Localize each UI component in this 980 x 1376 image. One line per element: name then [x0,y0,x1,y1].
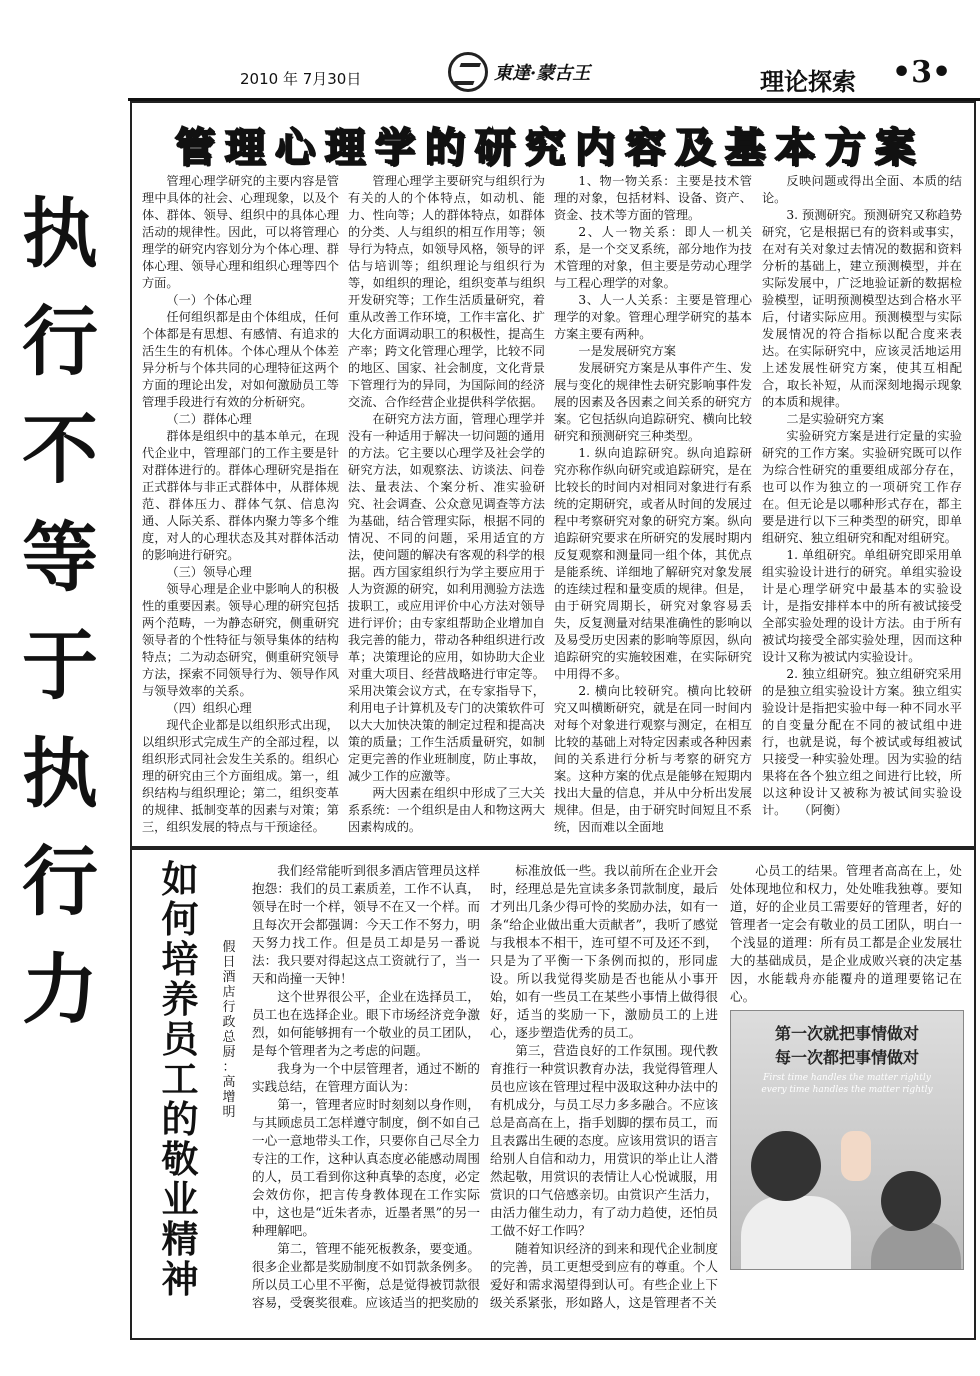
author-char: 总 [222,1030,236,1045]
side-headline-char: 等 [22,513,98,602]
paragraph: 我们经常能听到很多酒店管理员这样抱怨：我们的员工素质差，工作不认真，领导在时一个样，领导不在又一个样。而且每次开会都强调：今天工作不努力，明天努力找工作。但是员工却是另一番说法：我只要对得起这点工资就行了，当一天和尚撞一天钟！ [252,863,480,986]
article1-column-1 [142,173,339,841]
article2-title-char: 神 [161,1258,199,1301]
person-left-head [751,1131,821,1201]
paragraph: 反映问题或得出全面、本质的结论。 [762,174,962,205]
high-five-hands [841,1131,871,1181]
paragraph: 1. 单组研究。单组研究即采用单组实验设计进行的研究。单组实验设计是心理学研究中最基本的实验设计，是指安排样本中的所有被试接受全部实验处理的设计方法。由于所有被试均接受全部实验处理，因而这种设计又称为被试内实验设计。 [762,548,962,664]
paragraph: 3、人一人关系：主要是管理心理学的对象。管理心理学研究的基本方案主要有两种。 [554,293,752,341]
side-headline-char: 不 [22,405,98,494]
paragraph: 第一，管理者应时时刻刻以身作则，与其顾虑员工怎样遵守制度，倒不如自己一心一意地带头工作，只要你自己尽全力专注的工作，这种认真态度必能感动周围的人，员工看到你这种真挚的态度，必定会效仿你，把言传身教体现在工作实际中，这也是“近朱者赤，近墨者黑”的另一种理解吧。 [252,1097,480,1238]
article-management-psychology [130,101,976,850]
author-char: 店 [222,985,236,1000]
author-char: 日 [222,955,236,970]
article2-title-char: 精 [161,1218,199,1261]
paragraph: 第二，管理不能死板教条，要变通。很多企业都是奖励制度不如罚款条例多。所以员工心里不平衡，总是觉得被罚款很容易，受褒奖很难。应该适当的把奖励的 [252,1241,480,1310]
paragraph: 随着知识经济的到来和现代企业制度的完善，员工更想受到应有的尊重。个人爱好和需求渴望得到认可。有些企业上下级关系紧张，形如路人，这是管理者不关 [490,1241,718,1310]
photo-caption-en1: First time handles the matter rightly [763,1073,931,1083]
article2-title-char: 员 [161,1018,199,1061]
article2-title-char: 养 [161,978,199,1021]
paragraph: 3. 预测研究。预测研究又称趋势研究，它是根据已有的资料或事实，在对有关对象过去情况的数据和资料分析的基础上，建立预测模型，并在实际发展中，广泛地验证新的数据检验模型，证明预测模型达到合格水平后，付诸实际应用。预测模型与实际发展情况的符合指标以配合度来表达。在实际研究中，应该灵活地运用上述发展性研究方案，使其互相配合，取长补短，从而深刻地揭示现象的本质和规律。 [762,208,962,409]
article2-title-char: 敬 [161,1138,199,1181]
issue-date: 2010 年 7月30日 [240,70,362,88]
paragraph: 1. 纵向追踪研究。纵向追踪研究亦称作纵向研究或追踪研究，是在比较长的时间内对相同对象进行有系统的定期研究，或者从时间的发展过程中考察研究对象的研究方案。纵向追踪研究要求在所研究的发展时期内反复观察和测量同一组个体，其优点是能系统、详细地了解研究对象发展的连续过程和量变质的规律。但是，由于研究周期长，研究对象容易丢失，反复测量对结果准确性的影响以及易受历史因素的影响等原因，纵向追踪研究的实施较困难，在实际研究中用得不多。 [554,446,752,681]
logo-mark-icon [448,52,488,92]
paragraph: 标准放低一些。我以前所在企业开会时，经理总是先宣读多条罚款制度，最后才列出几条少得可怜的奖励办法，如有一条“给企业做出重大贡献者”，我听了感觉与我根本不相干，连可望不可及还不到，只是为了平衡一下条例而拟的，形同虚设。所以我觉得奖励是否也能从小事开始，如有一些员工在某些小事情上做得很好，适当的奖励一下，激励员工的上进心，逐步塑造优秀的员工。 [490,863,718,1040]
newspaper-logo [448,52,598,92]
logo-text: 東達·蒙古王 [494,63,591,84]
paragraph: 2. 独立组研究。独立组研究采用的是独立组实验设计方案。独立组实验设计是指把实验中每一种不同水平的自变量分配在不同的被试组中进行，也就是说，每个被试或每组被试只接受一种实验处理。因为实验的结果将在各个独立组之间进行比较，所以这种设计又被称为被试间实验设计。 （阿衡） [762,667,962,817]
author-char: 假 [222,940,236,955]
article2-title [150,860,210,1300]
paragraph: 1、物一物关系：主要是技术管理的对象，包括材料、设备、资产、资金、技术等方面的管理。 [554,174,752,222]
paragraph: 2. 横向比较研究。横向比较研究又叫横断研究，就是在同一时间内对每个对象进行观察与测定，在相互比较的基础上对特定因素或各种因素间的关系进行分析与考察的研究方案。这种方案的优点是能够在短期内找出大量的信息，并从中分析出发展规律。但是，由于研究时间短且不系统，因而难以全面地 [554,684,752,834]
article1-title: 管理心理学的研究内容及基本方案 [175,124,925,171]
side-headline [5,180,115,1044]
paragraph: 发展研究方案是从事件产生、发展与变化的规律性去研究影响事件发展的因素及各因素之间关系的研究方案。它包括纵向追踪研究、横向比较研究和预测研究三种类型。 [554,361,752,443]
paragraph: 2、人一物关系：即人一机关系，是一个交叉系统，部分地作为技术管理的对象，但主要是劳动心理学与工程心理学的对象。 [554,225,752,290]
paragraph: 管理心理学主要研究与组织行为有关的人的个体特点，如动机、能力、性向等；人的群体特点，如群体的分类、人与组织的相互作用等；领导行为特点，如领导风格，领导的评估与培训等；组织理论与组织行为等，如组织的理论，组织变革与组织开发研究等；工作生活质量研究，着重从改善工作环境，工作丰富化、扩大化方面调动职工的积极性，提高生产率；跨文化管理心理学，比较不同的地区、国家、社会制度，文化背景下管理行为的异同，为国际间的经济交流、合作经营企业提供科学依据。 [348,174,545,409]
paragraph: （三）领导心理 [166,565,252,579]
article2-title-char: 何 [161,898,199,941]
side-headline-char: 行 [22,837,98,926]
article2-title-char: 的 [161,1098,199,1141]
author-char: 酒 [222,970,236,985]
paragraph: 管理心理学研究的主要内容是管理中具体的社会、心理现象，以及个体、群体、领导、组织中的具体心理活动的规律性。因此，可以将管理心理学的研究内容划分为个体心理、群体心理、领导心理和组织心理等四个方面。 [142,174,339,290]
paragraph: 任何组织都是由个体组成，任何个体都是有思想、有感情、有追求的活生生的有机体。个体心理从个体差异分析与个体共同的心理特征这两个方面的理论出发，对如何激励员工等管理手段进行有效的分析研究。 [142,310,339,409]
author-char: 政 [222,1015,236,1030]
paragraph: 两大因素在组织中形成了三大关系系统：一个组织是由人和物这两大因素构成的。 [348,786,545,834]
paragraph: （二）群体心理 [166,412,252,426]
paragraph: 在研究方法方面，管理心理学并没有一种适用于解决一切问题的通用的方法。它主要以心理学及社会学的研究方法，如观察法、访谈法、问卷法、量表法、个案分析、准实验研究、社会调查、公众意见调查等方法为基础，结合管理实际，根据不同的情况、不同的问题，采用适宜的方法，使问题的解决有客观的科学的根据。西方国家组织行为学主要应用于人为资源的研究，如利用测验方法选拔职工，或应用评价中心方法对领导进行评价；由专家组帮助企业增加自我完善的能力，带动各种组织进行改革；决策理论的应用，如协助大企业对重大项目、经营战略进行审定等。采用决策会议方式，在专家指导下，利用电子计算机及专门的决策软件可以大大加快决策的制定过程和提高决策的质量；工作生活质量研究，如制定更完善的作业班制度，防止事故，减少工作的应激等。 [348,412,545,783]
article2-column-2 [490,862,718,1332]
author-char: 明 [222,1105,236,1120]
author-char: 高 [222,1075,236,1090]
author-char: ： [222,1060,236,1075]
paragraph: 这个世界很公平，企业在选择员工，员工也在选择企业。眼下市场经济竞争激烈，如何能够拥有一个敬业的员工团队，是每个管理者为之考虑的问题。 [252,989,480,1058]
paragraph: （四）组织心理 [166,701,252,715]
side-headline-char: 执 [22,729,98,818]
paragraph: （一）个体心理 [166,293,252,307]
paragraph: 实验研究方案是进行定量的实验研究的工作方案。实验研究既可以作为综合性研究的重要组成部分存在，也可以作为独立的一项研究工作存在。但无论是以哪种形式存在，都主要是进行以下三种类型的研究，即单组研究、独立组研究和配对组研究。 [762,429,962,545]
side-headline-char: 行 [22,297,98,386]
article2-title-char: 业 [161,1178,199,1221]
paragraph: 第三，营造良好的工作氛围。现代教育推行一种赏识教育办法，我觉得管理人员也应该在管理过程中汲取这种办法中的有机成分，与员工尽力多多融合。不应该总是高高在上，指手划脚的摆布员工，而且表露出生硬的态度。应该用赏识的语言给别人自信和动力，用赏识的举止让人潜然起敬，用赏识的表情让人心悦诚服，用赏识的口气倍感亲切。由赏识产生活力，由活力催生动力，有了动力趋使，还怕员工做不好工作吗？ [490,1043,718,1238]
paragraph: 心员工的结果。管理者高高在上，处处体现地位和权力，处处唯我独尊。要知道，好的企业员工需要好的管理者，好的管理者一定会有敬业的员工团队，明白一个浅显的道理：所有员工都是企业发展壮大的基础成员，是企业成败兴衰的决定基因，水能载舟亦能覆舟的道理要铭记在心。 [730,863,962,1004]
author-char: 增 [222,1090,236,1105]
article2-title-char: 培 [161,938,199,981]
article2-column-1 [252,862,480,1332]
person-left-body [741,1196,851,1270]
article2-author [218,940,240,1120]
person-right-head [881,1171,941,1231]
paragraph: 一是发展研究方案 [578,344,676,358]
photo-caption-line2: 每一次都把事情做对 [774,1048,919,1067]
paragraph: 我身为一个中层管理者，通过不断的实践总结，在管理方面认为： [252,1061,480,1094]
photo-caption-en2: every time handles the matter rightly [761,1085,933,1095]
side-headline-char: 执 [22,189,98,278]
article2-column-3 [730,862,962,1012]
paragraph: 领导心理是企业中影响人的积极性的重要因素。领导心理的研究包括两个范畴，一为静态研究，侧重研究领导者的个性特征与领导集体的结构特点；二为动态研究，侧重研究领导方法，探索不同领导行为、领导作风与领导效率的关系。 [142,582,339,698]
high-five-photo [730,1010,964,1270]
side-headline-char: 力 [22,945,98,1034]
article2-title-char: 工 [161,1058,199,1101]
article2-title-char: 如 [161,858,199,901]
article1-column-4 [762,173,962,841]
paragraph: 群体是组织中的基本单元，在现代企业中，管理部门的工作主要是针对群体进行的。群体心理研究是指在正式群体与非正式群体中，从群体规范、群体压力、群体气氛、信息沟通、人际关系、群体内聚力等多个维度，对人的心理状态及其对群体活动的影响进行研究。 [142,429,339,562]
article1-column-3 [554,173,752,841]
article1-column-2 [348,173,545,841]
paragraph: 二是实验研究方案 [786,412,884,426]
side-headline-char: 于 [22,621,98,710]
author-char: 行 [222,1000,236,1015]
author-char: 厨 [222,1045,236,1060]
section-title: 理论探索 [760,68,856,96]
photo-caption-line1: 第一次就把事情做对 [774,1024,919,1043]
page-number: •3• [892,55,952,90]
paragraph: 现代企业都是以组织形式出现，以组织形式完成生产的全部过程，以组织形式同社会发生关系的。组织心理的研究由三个方面组成。第一，组织结构与组织理论；第二，组织变革的规律、抵制变革的因素与对策；第三，组织发展的特点与干预途径。 [142,718,339,834]
